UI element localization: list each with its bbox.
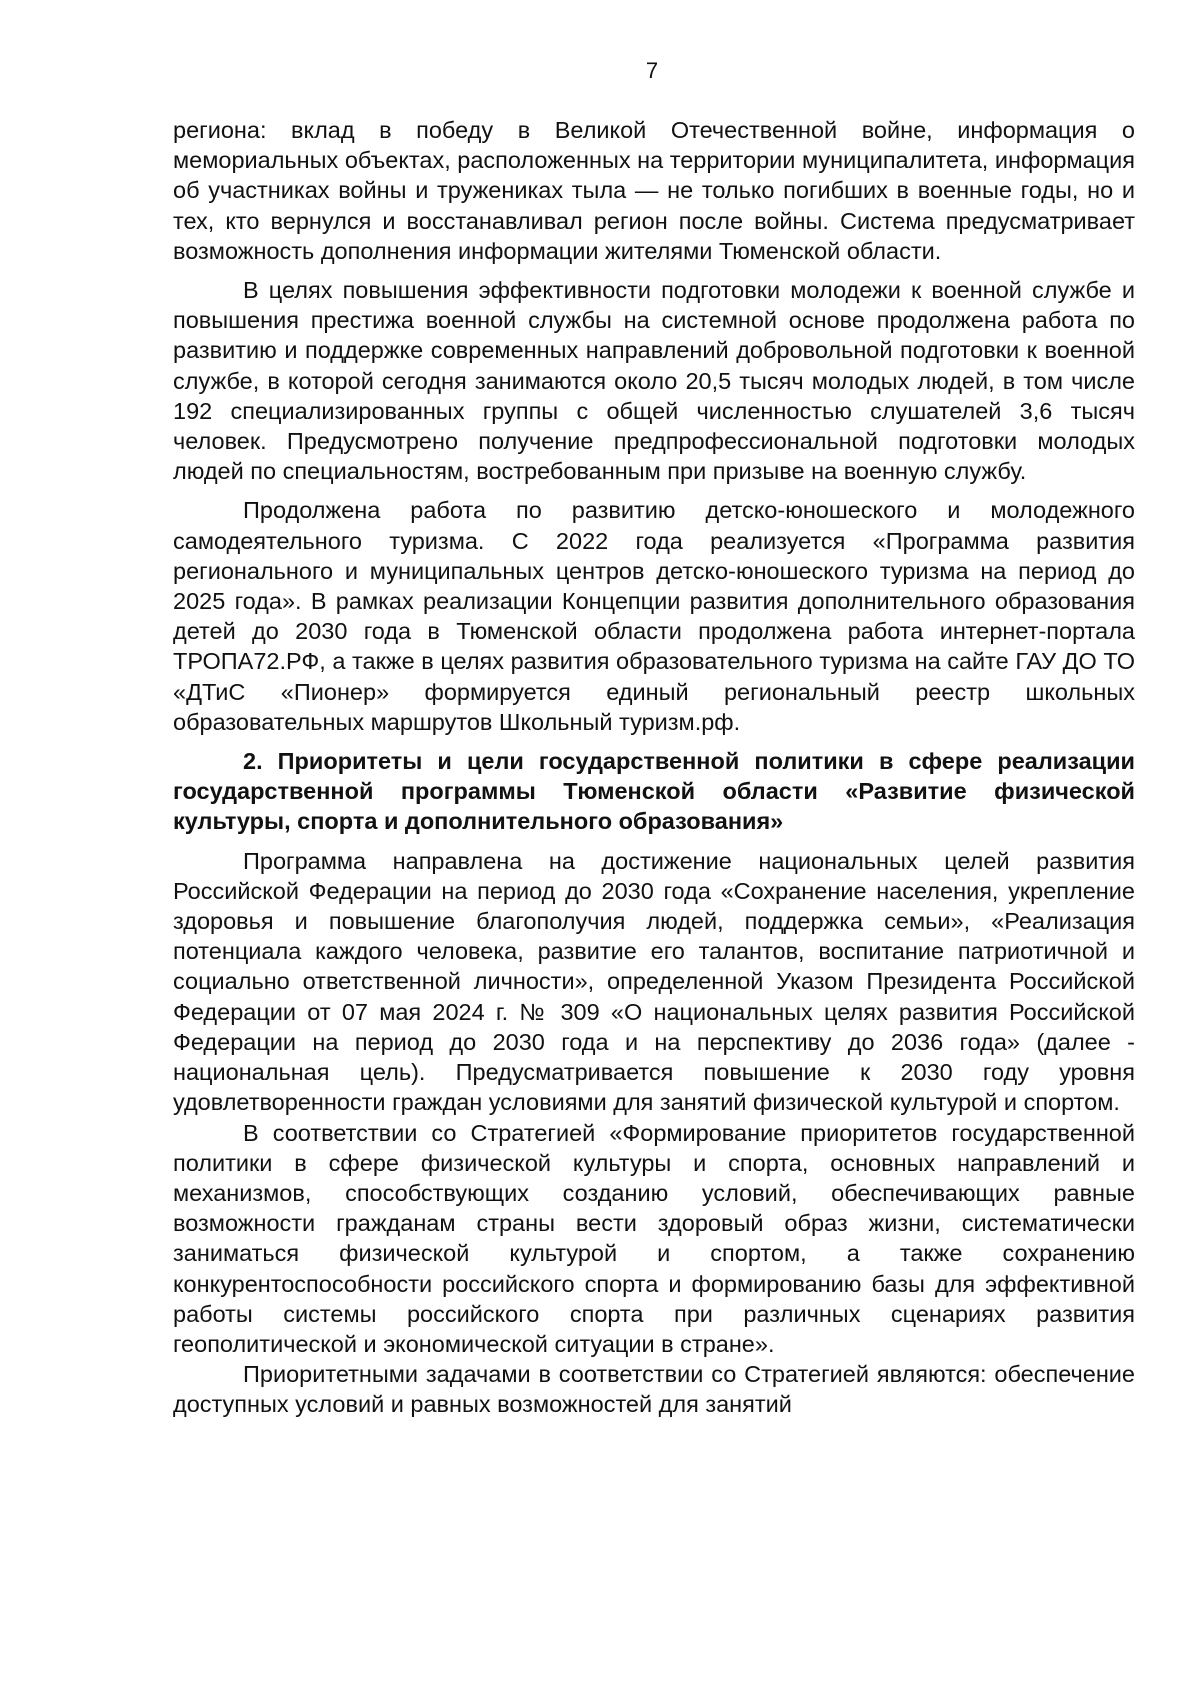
- paragraph-national-goals: Программа направлена на достижение национальных целей развития Российской Федерации на период до 2030 года «Сохранение населения, укрепление здоровья и повышение благополучия людей, поддержка семьи», «Реализация потенциала каждого человека, развитие его талантов, воспитание патриотичной и социально ответственной личности», определенной Указом Президента Российской Федерации от 07 мая 2024 г. № 309 «О национальных целях развития Российской Федерации на период до 2030 года и на перспективу до 2036 года» (далее - национальная цель). Предусматривается повышение к 2030 году уровня удовлетворенности граждан условиями для занятий физической культурой и спортом.: [173, 847, 1135, 1116]
- paragraph-priority-tasks: Приоритетными задачами в соответствии со Стратегией являются: обеспечение доступных условий и равных возможностей для занятий: [173, 1361, 1135, 1418]
- paragraph-military-training: В целях повышения эффективности подготовки молодежи к военной службе и повышения престижа военной службы на системной основе продолжена работа по развитию и поддержке современных направлений добровольной подготовки к военной службе, в которой сегодня занимаются около 20,5 тысяч молодых людей, в том числе 192 специализированных группы с общей численностью слушателей 3,6 тысяч человек. Предусмотрено получение предпрофессиональной подготовки молодых людей по специальностям, востребованным при призыве на военную службу.: [173, 277, 1135, 485]
- page-number: 7: [645, 58, 659, 83]
- paragraph-youth-tourism: Продолжена работа по развитию детско-юношеского и молодежного самодеятельного туризма. С 2022 года реализуется «Программа развития регионального и муниципальных центров детско-юношеского туризма на период до 2025 года». В рамках реализации Концепции развития дополнительного образования детей до 2030 года в Тюменской области продолжена работа интернет-портала ТРОПА72.РФ, а также в целях развития образовательного туризма на сайте ГАУ ДО ТО «ДТиС «Пионер» формируется единый региональный реестр школьных образовательных маршрутов Школьный туризм.рф.: [173, 497, 1135, 735]
- document-body: [173, 115, 1135, 1420]
- section-heading: 2. Приоритеты и цели государственной политики в сфере реализации государственной программы Тюменской области «Развитие физической культуры, спорта и дополнительного образования»: [173, 748, 1135, 835]
- paragraph-strategy: В соответствии со Стратегией «Формирование приоритетов государственной политики в сфере физической культуры и спорта, основных направлений и механизмов, способствующих созданию условий, обеспечивающих равные возможности гражданам страны вести здоровый образ жизни, систематически заниматься физической культурой и спортом, а также сохранению конкурентоспособности российского спорта и формированию базы для эффективной работы системы российского спорта при различных сценариях развития геополитической и экономической ситуации в стране».: [173, 1119, 1135, 1357]
- paragraph-memorial-system: региона: вклад в победу в Великой Отечественной войне, информация о мемориальных объектах, расположенных на территории муниципалитета, информация об участниках войны и тружениках тыла — не только погибших в военные годы, но и тех, кто вернулся и восстанавливал регион после войны. Система предусматривает возможность дополнения информации жителями Тюменской области.: [173, 117, 1135, 264]
